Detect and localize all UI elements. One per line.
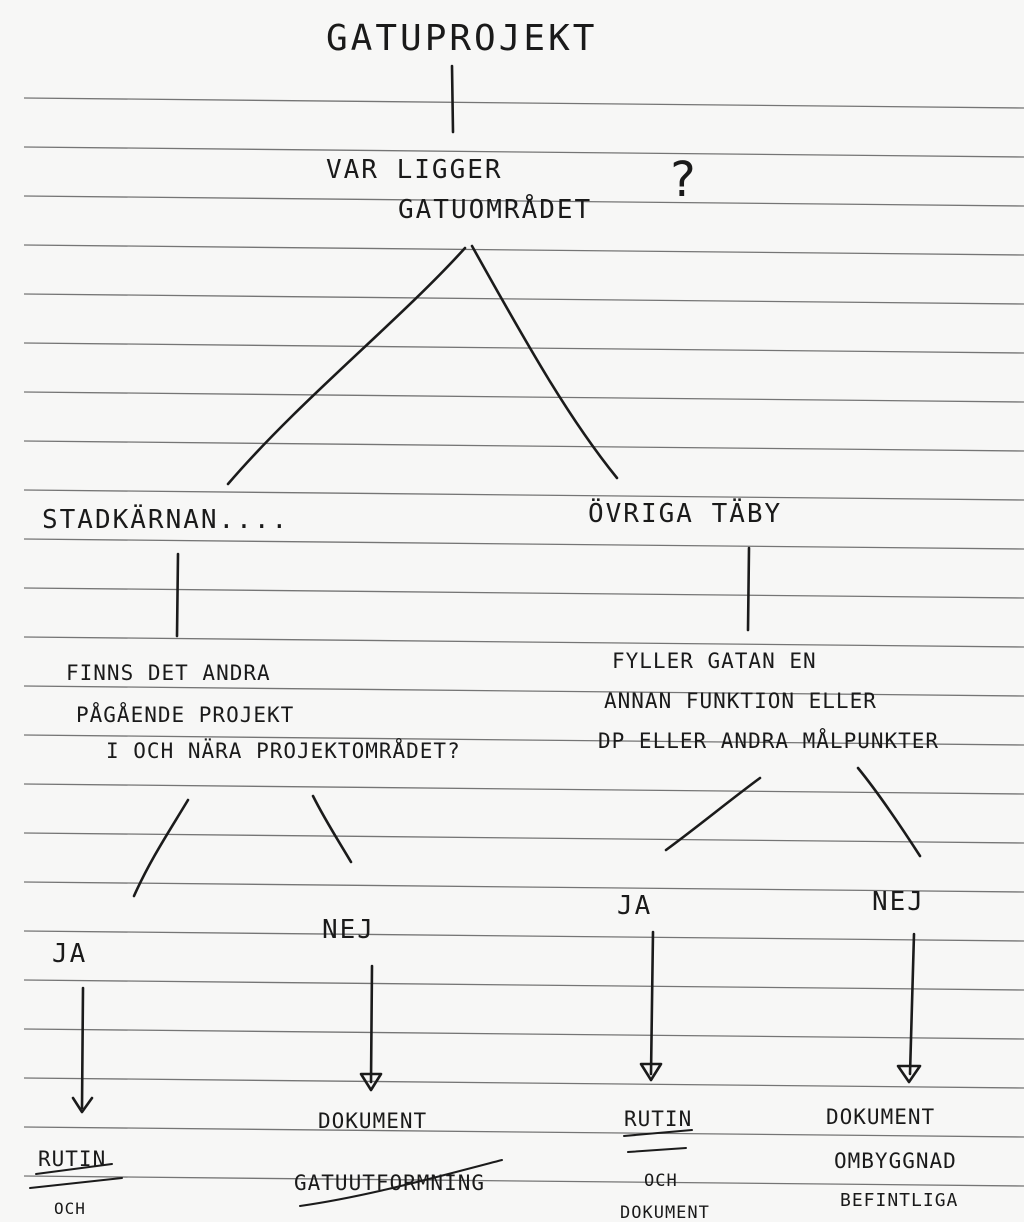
branch-left-label: STADKÄRNAN.... xyxy=(42,505,290,535)
left-question-line1: FINNS DET ANDRA xyxy=(66,661,271,685)
left-yes-label: JA xyxy=(52,939,88,969)
ruled-line-17 xyxy=(24,931,1024,941)
right-yes-label: JA xyxy=(617,891,653,921)
ruled-line-19 xyxy=(24,1029,1024,1039)
right-question-line3: DP ELLER ANDRA MÅLPUNKTER xyxy=(598,729,940,753)
connector-right-yes xyxy=(666,778,760,850)
connector-root-right xyxy=(472,246,617,478)
ruled-line-1 xyxy=(24,147,1024,157)
ruled-line-9 xyxy=(24,539,1024,549)
ruled-line-0 xyxy=(24,98,1024,108)
ruled-line-10 xyxy=(24,588,1024,598)
right-question-line2: ANNAN FUNKTION ELLER xyxy=(604,689,877,713)
right-yes-result-underline-2 xyxy=(628,1148,686,1152)
arrow-right-no xyxy=(910,934,914,1074)
right-no-result-line2: OMBYGGNAD xyxy=(834,1149,957,1173)
ruled-line-15 xyxy=(24,833,1024,843)
ruled-line-20 xyxy=(24,1078,1024,1088)
left-question-line2: PÅGÅENDE PROJEKT xyxy=(76,703,295,727)
connector-left-yes xyxy=(134,800,188,896)
arrow-left-yes xyxy=(82,988,83,1108)
connector-left-no xyxy=(313,796,351,862)
connector-title-question xyxy=(452,66,453,132)
left-yes-result-line2: OCH xyxy=(54,1199,86,1218)
arrow-right-yes xyxy=(651,932,653,1074)
ruled-line-4 xyxy=(24,294,1024,304)
ruled-line-18 xyxy=(24,980,1024,990)
right-yes-result-line3: DOKUMENT xyxy=(620,1203,710,1222)
ruled-line-22 xyxy=(24,1176,1024,1186)
root-question-line1: VAR LIGGER xyxy=(326,155,503,185)
left-yes-result-line1: RUTIN xyxy=(38,1147,107,1171)
root-question-mark: ? xyxy=(668,152,699,208)
root-question-line2: GATUOMRÅDET xyxy=(398,195,593,225)
arrow-left-no xyxy=(371,966,372,1082)
ruled-line-5 xyxy=(24,343,1024,353)
ruled-line-8 xyxy=(24,490,1024,500)
right-no-result-line3: BEFINTLIGA xyxy=(840,1190,959,1211)
left-yes-result-underline-2 xyxy=(30,1178,122,1188)
right-no-result-line1: DOKUMENT xyxy=(826,1105,936,1129)
right-yes-result-line1: RUTIN xyxy=(624,1107,693,1131)
left-no-label: NEJ xyxy=(322,915,375,945)
ruled-line-3 xyxy=(24,245,1024,255)
connector-right-question xyxy=(748,548,749,630)
connector-left-question xyxy=(177,554,178,636)
ruled-line-6 xyxy=(24,392,1024,402)
ruled-line-11 xyxy=(24,637,1024,647)
ruled-line-7 xyxy=(24,441,1024,451)
connector-right-no xyxy=(858,768,920,856)
left-question-line3: I OCH NÄRA PROJEKTOMRÅDET? xyxy=(106,739,461,763)
left-no-result-line2: GATUUTFORMNING xyxy=(294,1171,486,1195)
right-question-line1: FYLLER GATAN EN xyxy=(612,649,817,673)
diagram-title: GATUPROJEKT xyxy=(326,18,598,59)
ruled-lines xyxy=(24,98,1024,1186)
left-no-result-line1: DOKUMENT xyxy=(318,1109,428,1133)
connector-root-left xyxy=(228,248,465,484)
right-yes-result-line2: OCH xyxy=(644,1171,678,1191)
branch-right-label: ÖVRIGA TÄBY xyxy=(588,499,783,529)
right-no-label: NEJ xyxy=(872,887,925,917)
